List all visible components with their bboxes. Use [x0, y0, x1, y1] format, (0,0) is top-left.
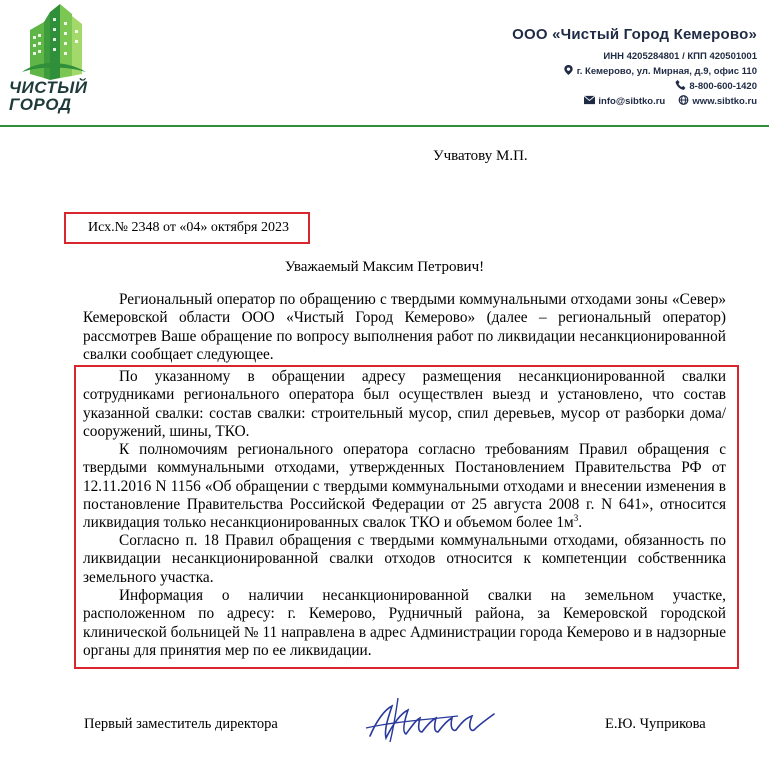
paragraph-intro-text: Региональный оператор по обращению с твердыми коммунальными отходами зоны «Север» Кемеровской области ООО «Чистый Город Кемерово» (далее – региональный оператор) рассмотрев Ваше обращение по вопросу выполнения работ по ликвидации несанкционированной свалки сообщает следующее.	[83, 291, 726, 363]
outgoing-number-highlight	[64, 212, 310, 244]
company-address: г. Кемерово, ул. Мирная, д.9, офис 110	[576, 66, 757, 77]
phone-icon	[675, 80, 686, 90]
paragraph-notification	[83, 587, 726, 660]
paragraph-authority	[83, 441, 726, 532]
cubic-superscript: 3	[573, 513, 579, 524]
paragraph-inspection-text: По указанному в обращении адресу размещения несанкционированной свалки сотрудниками регионального оператора был осуществлен выезд и установлено, что состав указанной свалки: состав свалки: строительный мусор, спил деревьев, мусор от разборки дома/сооружений, шины, ТКО.	[83, 368, 726, 440]
paragraph-intro	[83, 291, 726, 364]
outgoing-number: Исх.№ 2348 от «04» октября 2023	[88, 220, 289, 235]
signer-name: Е.Ю. Чуприкова	[605, 716, 706, 732]
company-name: ООО «Чистый Город Кемерово»	[512, 26, 757, 43]
logo-wordmark	[9, 79, 88, 113]
company-contacts-row	[512, 94, 757, 109]
company-phone-row	[512, 79, 757, 94]
paragraph-owner	[83, 532, 726, 587]
envelope-icon	[584, 95, 595, 105]
location-pin-icon	[563, 65, 574, 75]
paragraph-authority-text: К полномочиям регионального оператора согласно требованиям Правил обращения с твердыми коммунальными отходами, утвержденных Постановлением Правительства РФ от 12.11.2016 N 1156 «Об обращении с твердыми коммунальными отходами и внесении изменения в постановление Правительства Российской Федерации от 25 августа 2008 г. N 641», относится ликвидация только несанкционированных свалок ТКО и объемом более 1м	[83, 441, 726, 532]
company-phone: 8-800-600-1420	[689, 81, 757, 92]
handwritten-signature	[362, 692, 512, 752]
logo-text-line1: ЧИСТЫЙ	[9, 78, 88, 97]
signer-title: Первый заместитель директора	[84, 716, 278, 732]
globe-icon	[678, 95, 689, 105]
paragraph-notification-text: Информация о наличии несанкционированной свалки на земельном участке, расположенном по адресу: г. Кемерово, Рудничный района, за Кемеровской городской клинической больницей № 11 направлена в адрес Администрации города Кемерово и в надзорные органы для принятия мер по ее ликвидации.	[83, 587, 726, 659]
company-address-row	[512, 64, 757, 79]
header-divider	[0, 125, 769, 127]
paragraph-authority-end: .	[578, 514, 583, 532]
paragraph-owner-text: Согласно п. 18 Правил обращения с твердыми коммунальными отходами, обязанность по ликвидации несанкционированной свалки отходов относится к компетенции собственника земельного участка.	[83, 532, 726, 586]
company-details	[512, 26, 757, 109]
company-email[interactable]: info@sibtko.ru	[598, 96, 666, 107]
addressee: Учватову М.П.	[433, 148, 528, 164]
company-website[interactable]: www.sibtko.ru	[692, 96, 757, 107]
logo-text-line2: ГОРОД	[9, 95, 72, 114]
company-inn-kpp: ИНН 4205284801 / КПП 420501001	[603, 51, 757, 62]
greeting: Уважаемый Максим Петрович!	[284, 259, 485, 275]
paragraph-inspection	[83, 368, 726, 441]
